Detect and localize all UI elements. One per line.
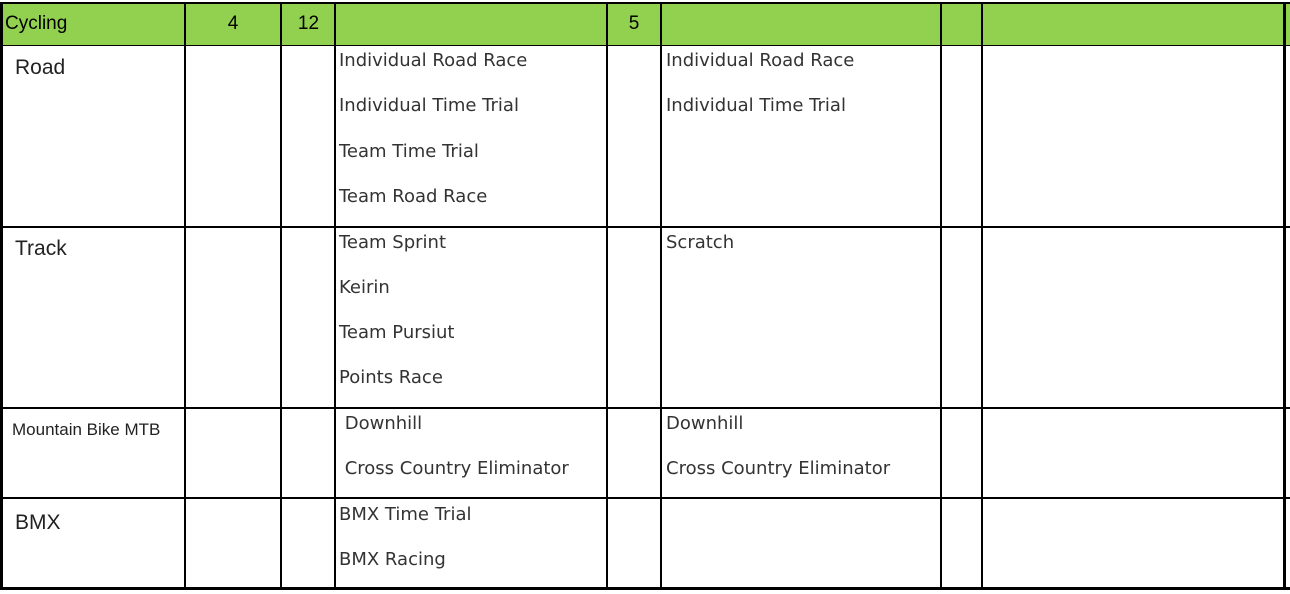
event-mtb-b-1[interactable]: Downhill bbox=[666, 413, 744, 434]
grid-line-header-bottom bbox=[0, 45, 1290, 46]
event-mtb-a-2[interactable]: Cross Country Eliminator bbox=[339, 458, 569, 479]
header-events-cell-b[interactable] bbox=[662, 4, 940, 45]
header-count-cell-2[interactable]: 12 bbox=[297, 13, 320, 34]
grid-line-col1 bbox=[184, 2, 186, 590]
grid-line-col4 bbox=[606, 2, 608, 590]
event-track-b-1[interactable]: Scratch bbox=[666, 232, 735, 253]
grid-line-col3 bbox=[334, 2, 336, 590]
grid-line-road-bottom bbox=[0, 226, 1290, 228]
grid-line-mtb-bottom bbox=[0, 497, 1290, 499]
header-extra-cell-1[interactable] bbox=[942, 4, 981, 45]
header-sport-cell[interactable]: Cycling bbox=[5, 13, 68, 34]
header-count-cell-1[interactable]: 4 bbox=[227, 13, 239, 34]
category-mtb[interactable]: Mountain Bike MTB bbox=[12, 420, 161, 439]
grid-line-col5 bbox=[660, 2, 662, 590]
event-mtb-a-1[interactable]: Downhill bbox=[339, 413, 423, 434]
event-road-b-1[interactable]: Individual Road Race bbox=[666, 50, 855, 71]
category-bmx[interactable]: BMX bbox=[15, 511, 61, 534]
grid-line-top bbox=[0, 2, 1290, 4]
event-road-a-3[interactable]: Team Time Trial bbox=[339, 141, 479, 162]
event-track-a-1[interactable]: Team Sprint bbox=[339, 232, 447, 253]
category-road[interactable]: Road bbox=[15, 56, 66, 79]
grid-line-track-bottom bbox=[0, 407, 1290, 409]
event-bmx-a-1[interactable]: BMX Time Trial bbox=[339, 504, 472, 525]
event-track-a-4[interactable]: Points Race bbox=[339, 367, 443, 388]
event-road-a-4[interactable]: Team Road Race bbox=[339, 186, 488, 207]
event-track-a-3[interactable]: Team Pursiut bbox=[339, 322, 455, 343]
grid-line-col2 bbox=[280, 2, 282, 590]
grid-line-col7 bbox=[981, 2, 983, 590]
grid-line-left bbox=[0, 2, 3, 590]
category-track[interactable]: Track bbox=[15, 237, 67, 260]
event-road-a-1[interactable]: Individual Road Race bbox=[339, 50, 528, 71]
event-mtb-b-2[interactable]: Cross Country Eliminator bbox=[666, 458, 891, 479]
grid-line-right bbox=[1283, 2, 1286, 590]
grid-line-col6 bbox=[940, 2, 942, 590]
event-track-a-2[interactable]: Keirin bbox=[339, 277, 390, 298]
header-extra-cell-2[interactable] bbox=[983, 4, 1283, 45]
grid-line-bottom bbox=[0, 587, 1290, 590]
header-events-cell-a[interactable] bbox=[336, 4, 606, 45]
event-bmx-a-2[interactable]: BMX Racing bbox=[339, 549, 446, 570]
event-road-b-2[interactable]: Individual Time Trial bbox=[666, 95, 846, 116]
event-road-a-2[interactable]: Individual Time Trial bbox=[339, 95, 519, 116]
header-count-cell-3[interactable]: 5 bbox=[628, 13, 640, 34]
